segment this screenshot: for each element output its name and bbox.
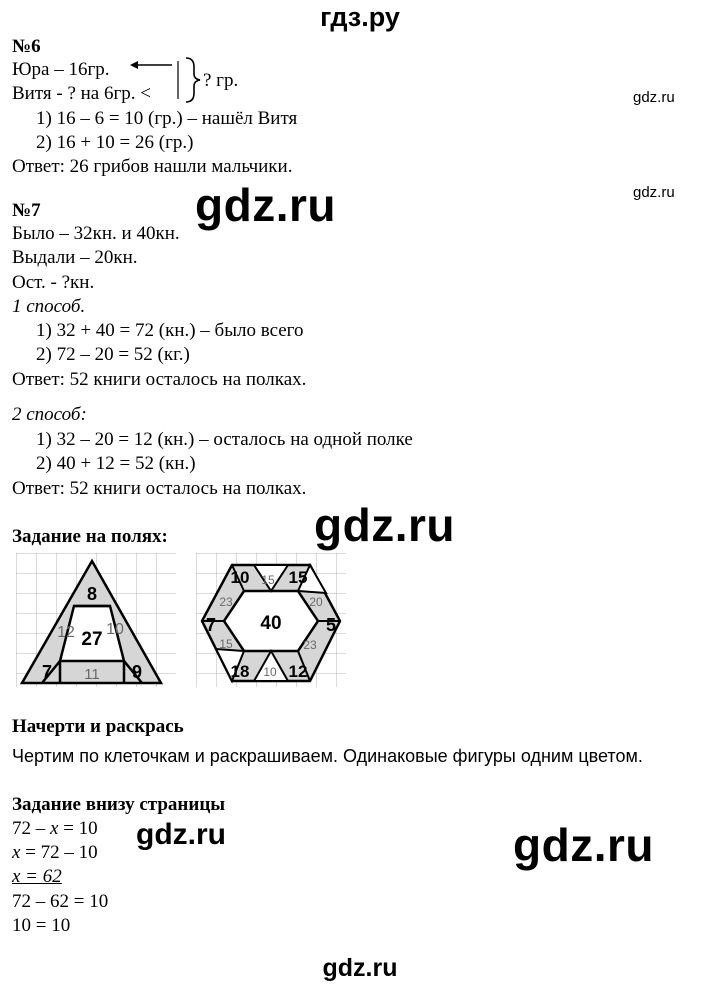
hexagon-top-left-number: 10	[230, 568, 250, 587]
task7-line3: Ост. - ?кн.	[12, 272, 95, 293]
triangle-bottom-number: 11	[84, 666, 100, 683]
triangle-left-number: 12	[57, 624, 75, 641]
task6-line2: Витя - ? на 6гр. <	[12, 83, 152, 104]
triangle-bottom-right-number: 9	[131, 662, 143, 682]
equation-2	[12, 842, 98, 864]
watermark-big-2: gdz.ru	[314, 499, 455, 551]
watermark-big-1: gdz.ru	[195, 179, 336, 231]
hexagon-center-number: 40	[260, 613, 282, 634]
task7-m2-step2: 2) 40 + 12 = 52 (кн.)	[36, 453, 196, 474]
equation-2-right: = 72 – 10	[20, 842, 98, 863]
task7-m1-step1: 1) 32 + 40 = 72 (кн.) – было всего	[36, 320, 304, 341]
task7-method1: 1 способ.	[12, 296, 86, 317]
triangle-bottom-left-number: 7	[41, 662, 53, 682]
task7-m1-step2: 2) 72 – 20 = 52 (кг.)	[36, 344, 190, 365]
equation-1-left: 72 –	[12, 818, 50, 839]
hexagon-bottom-right-number: 12	[288, 662, 308, 681]
task6-scheme	[128, 55, 203, 107]
hexagon-bottom-left-number: 18	[230, 662, 250, 681]
hexagon-puzzle	[196, 553, 346, 687]
hexagon-upper-right-number: 20	[309, 595, 323, 609]
hexagon-left-number: 7	[205, 615, 217, 635]
task7-line2: Выдали – 20кн.	[12, 247, 138, 268]
arrow-head-icon	[130, 61, 138, 69]
margin-task-title: Задание на полях:	[12, 526, 168, 547]
watermark-big-3: gdz.ru	[513, 819, 654, 871]
brace-icon	[186, 58, 200, 102]
task7-m2-answer: Ответ: 52 книги осталось на полках.	[12, 478, 307, 499]
bottom-task-title: Задание внизу страницы	[12, 794, 226, 815]
task6-brace-label: ? гр.	[203, 70, 239, 91]
equation-1-right: = 10	[58, 818, 98, 839]
hexagon-top-mid-number: 15	[261, 573, 275, 587]
equation-2-variable: x	[12, 842, 21, 863]
hexagon-right-number: 5	[325, 615, 337, 635]
draw-task-title: Начерти и раскрась	[12, 716, 184, 737]
equation-4-check: 72 – 62 = 10	[12, 891, 109, 912]
equation-3-result: x = 62	[12, 866, 62, 887]
footer-watermark: gdz.ru	[322, 954, 398, 982]
watermark-mid-1: gdz.ru	[136, 818, 226, 851]
watermark-corner-1: gdz.ru	[633, 89, 675, 106]
task7-m1-answer: Ответ: 52 книги осталось на полках.	[12, 369, 307, 390]
site-header: гдз.ру	[320, 2, 400, 32]
task7-line1: Было – 32кн. и 40кн.	[12, 223, 180, 244]
watermark-corner-2: gdz.ru	[633, 184, 675, 201]
hexagon-bottom-mid-number: 10	[263, 665, 277, 679]
triangle-puzzle	[16, 553, 176, 687]
task7-method2: 2 способ:	[12, 404, 87, 425]
task6-line1: Юра – 16гр.	[12, 59, 110, 80]
hexagon-lower-left-number: 15	[219, 637, 233, 651]
equation-1	[12, 818, 98, 840]
hexagon-top-right-number: 15	[288, 568, 308, 587]
hexagon-upper-left-number: 23	[219, 595, 233, 609]
task7-m2-step1: 1) 32 – 20 = 12 (кн.) – осталось на одной полке	[36, 429, 413, 450]
triangle-top-number: 8	[86, 584, 98, 604]
task7-title: №7	[12, 200, 41, 221]
task6-step2: 2) 16 + 10 = 26 (гр.)	[36, 132, 194, 153]
equation-1-variable: x	[50, 818, 59, 839]
task6-step1: 1) 16 – 6 = 10 (гр.) – нашёл Витя	[36, 108, 298, 129]
task6-answer: Ответ: 26 грибов нашли мальчики.	[12, 156, 293, 177]
hexagon-lower-right-number: 23	[303, 638, 317, 652]
equation-5-check: 10 = 10	[12, 915, 71, 936]
triangle-center-number: 27	[81, 629, 103, 650]
task6-title: №6	[12, 36, 41, 57]
draw-task-text: Чертим по клеточкам и раскрашиваем. Одинаковые фигуры одним цветом.	[12, 746, 643, 766]
triangle-right-number: 10	[106, 621, 124, 638]
